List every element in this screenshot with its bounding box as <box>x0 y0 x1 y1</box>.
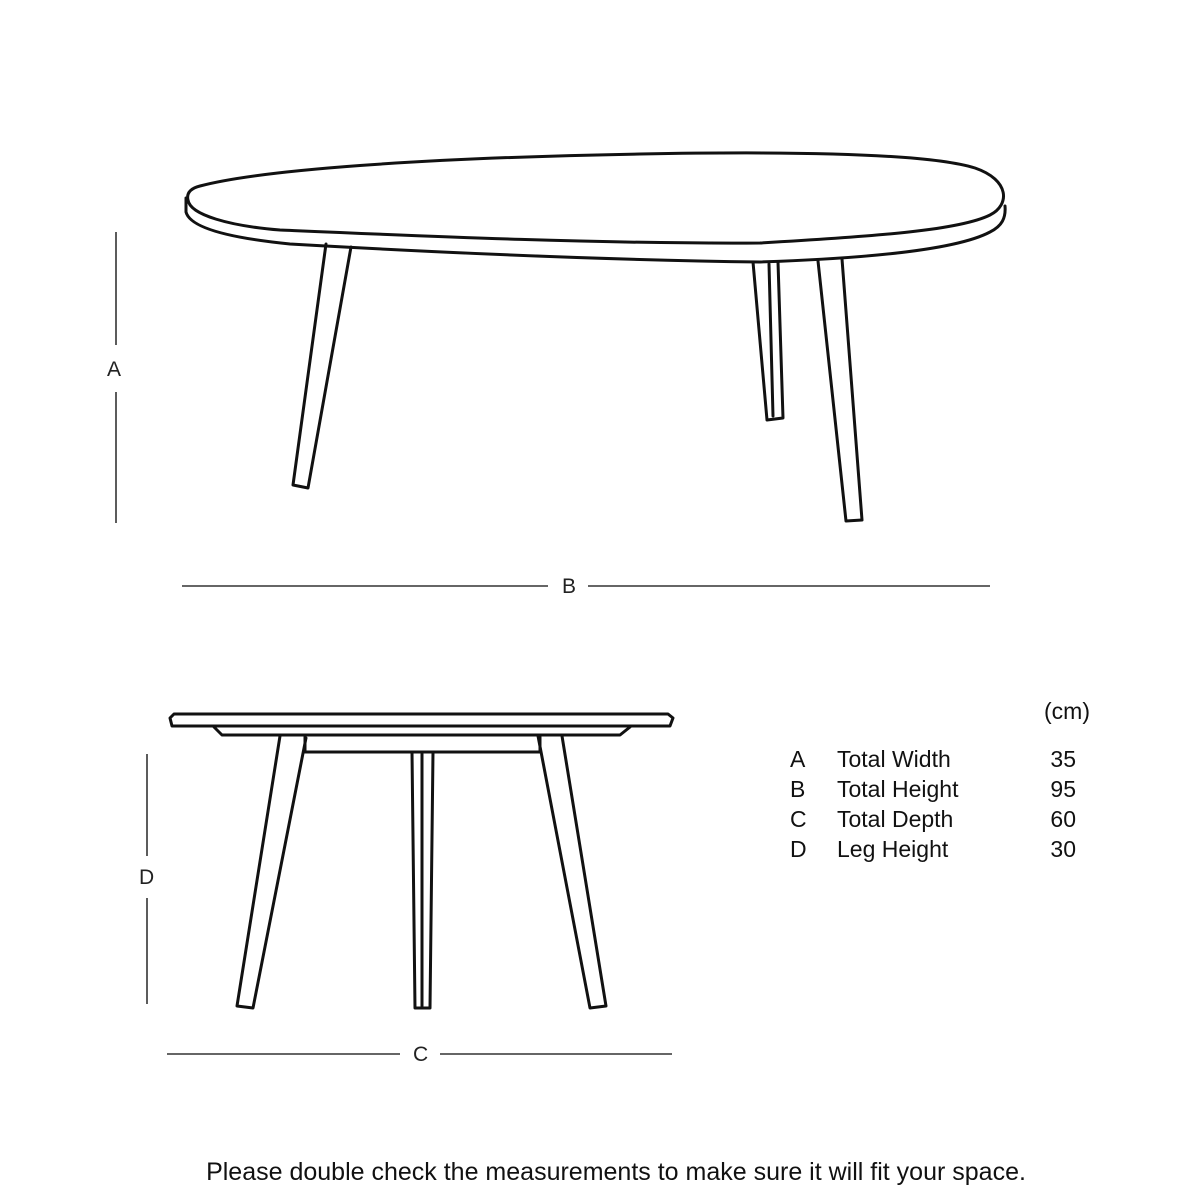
measurement-code: A <box>790 746 806 772</box>
measurement-code: C <box>790 806 807 832</box>
measurement-value: 35 <box>1050 746 1076 772</box>
side-leg-left <box>237 736 306 1008</box>
measurement-name: Total Height <box>837 776 959 802</box>
measurement-row <box>790 806 1090 834</box>
measurement-name: Total Width <box>837 746 951 772</box>
tabletop-surface <box>188 153 1004 243</box>
dimension-label-d: D <box>139 866 155 889</box>
side-stretcher <box>305 737 540 752</box>
measurement-code: D <box>790 836 807 862</box>
side-tabletop <box>170 714 673 726</box>
dimension-label-c: C <box>413 1043 429 1066</box>
side-apron <box>214 727 630 735</box>
leg-back-right-inner <box>769 264 773 416</box>
dimension-label-a: A <box>107 358 122 381</box>
leg-back-right <box>753 262 783 420</box>
footnote: Please double check the measurements to make sure it will fit your space. <box>206 1158 1026 1186</box>
measurement-name: Leg Height <box>837 836 949 862</box>
dimension-label-b: B <box>562 575 577 598</box>
measurement-name: Total Depth <box>837 806 954 832</box>
measurement-value: 95 <box>1050 776 1076 802</box>
measurement-row <box>790 776 1090 804</box>
leg-left <box>293 244 351 488</box>
side-leg-right <box>538 736 606 1008</box>
leg-front-right <box>818 259 862 521</box>
table-perspective-view <box>186 153 1005 521</box>
measurement-value: 60 <box>1050 806 1076 832</box>
measurement-value: 30 <box>1050 836 1076 862</box>
measurement-code: B <box>790 776 806 802</box>
measurement-row <box>790 746 1090 774</box>
unit-label: (cm) <box>1044 698 1090 724</box>
measurement-row <box>790 836 1090 864</box>
table-side-view <box>170 714 673 1008</box>
